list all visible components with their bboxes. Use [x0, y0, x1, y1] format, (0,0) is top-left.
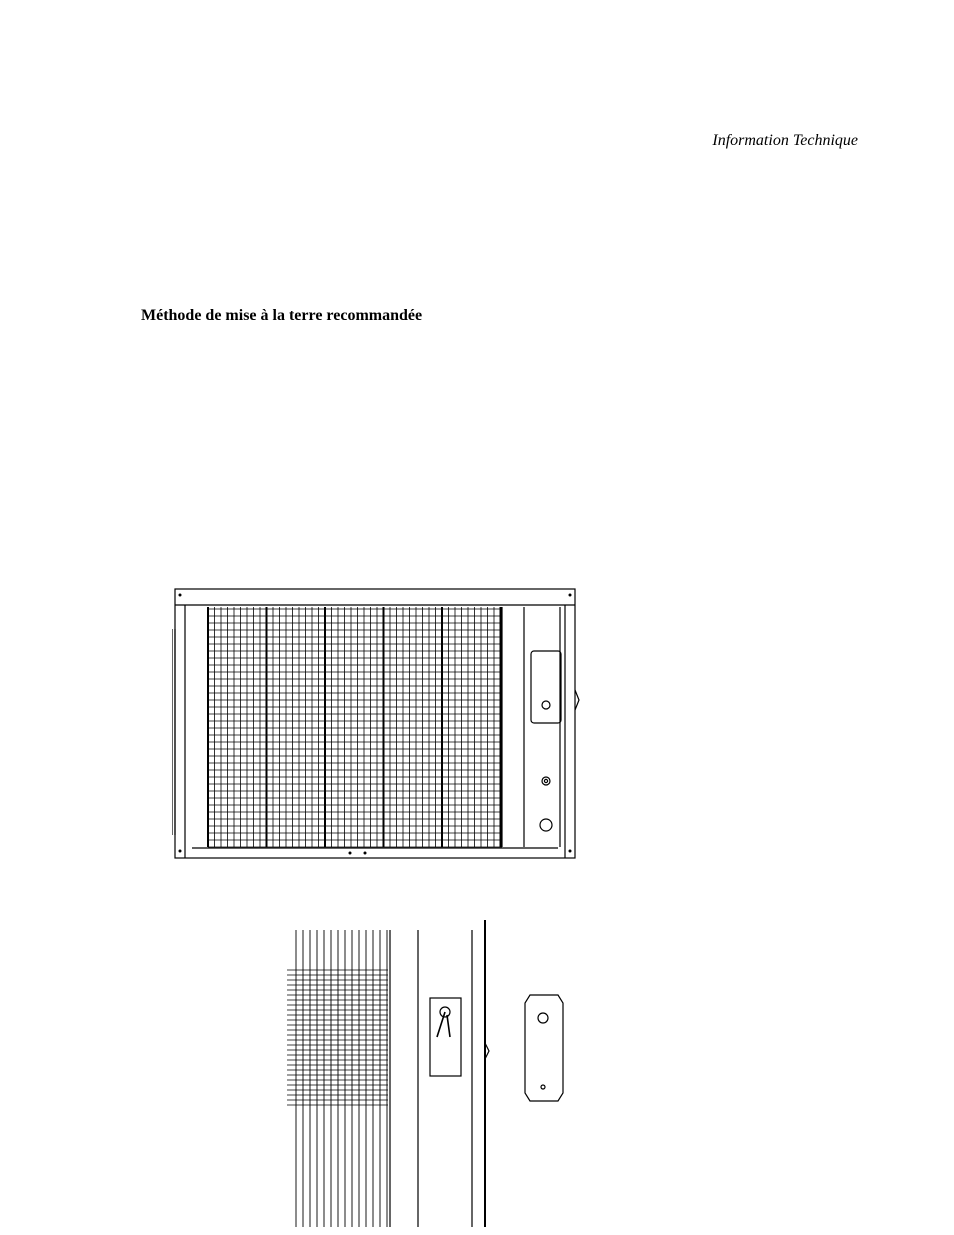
electrical-cover-plate — [531, 651, 561, 723]
unit-front-view-diagram — [172, 585, 582, 865]
grounding-detail-diagram — [282, 915, 582, 1230]
unit-outer-frame — [175, 589, 575, 858]
ground-lug-mount — [430, 998, 461, 1076]
section-heading: Méthode de mise à la terre recommandée — [141, 307, 423, 324]
page-header-title: Information Technique — [712, 132, 858, 149]
coil-grille — [208, 607, 502, 847]
